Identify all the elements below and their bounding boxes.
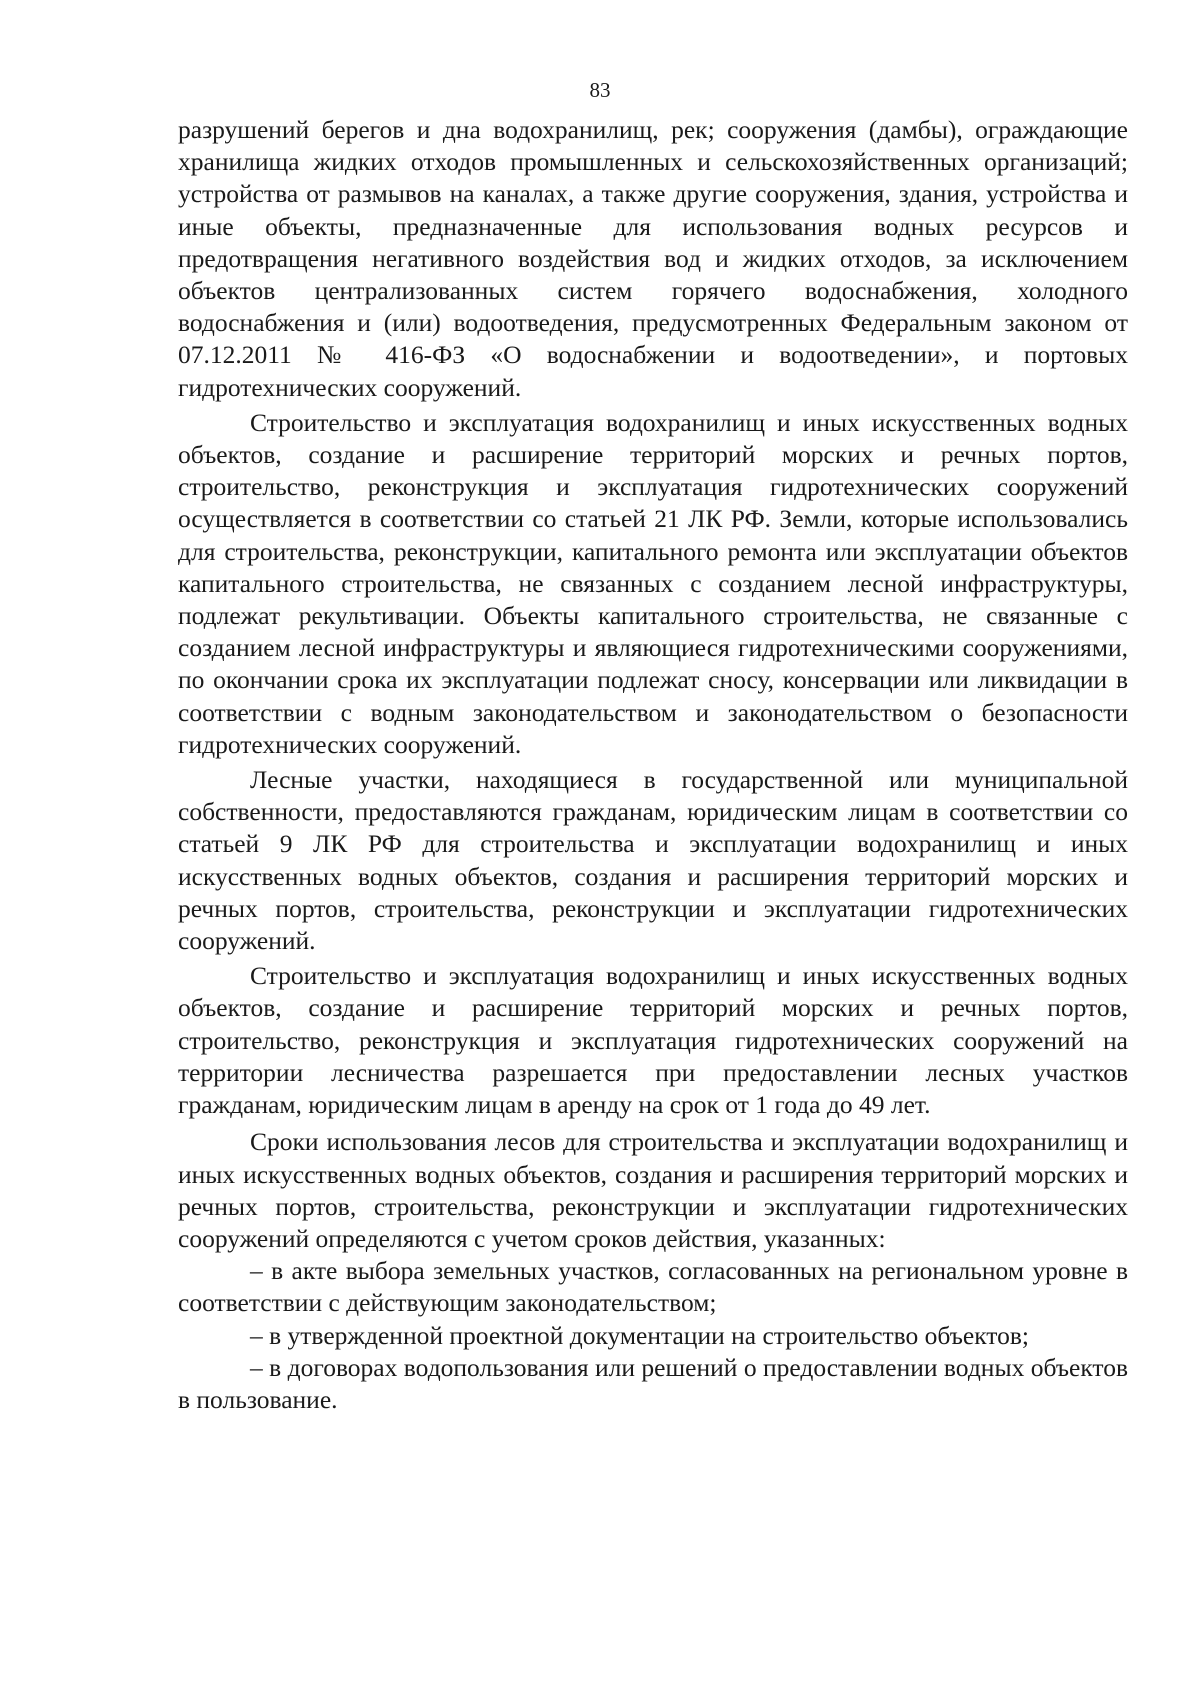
paragraph-continuation: разрушений берегов и дна водохранилищ, рек; сооружения (дамбы), ограждающие хранилища жидких отходов промышленных и сельскохозяйственных организаций; устройства от размывов на каналах, а также другие сооружения, здания, устройства и иные объекты, предназначенные для использования водных ресурсов и предотвращения негативного воздействия вод и жидких отходов, за исключением объектов централизованных систем горячего водоснабжения, холодного водоснабжения и (или) водоотведения, предусмотренных Федеральным законом от 07.12.2011 № 416-ФЗ «О водоснабжении и водоотведении», и портовых гидротехнических сооружений. [178,115,1128,402]
paragraph-lease-terms: Строительство и эксплуатация водохранилищ и иных искусственных водных объектов, создание и расширение территорий морских и речных портов, строительство, реконструкция и эксплуатация гидротехнических сооружений на территории лесничества разрешается при предоставлении лесных участков гражданам, юридическим лицам в аренду на срок от 1 года до 49 лет. [178,961,1128,1120]
list-item-project-documentation: – в утвержденной проектной документации на строительство объектов; [250,1320,1029,1350]
paragraph-usage-periods: Сроки использования лесов для строительства и эксплуатации водохранилищ и иных искусственных водных объектов, создания и расширения территорий морских и речных портов, строительства, реконструкции и эксплуатации гидротехнических сооружений определяются с учетом сроков действия, указанных: [178,1127,1128,1253]
paragraph-construction-operation: Строительство и эксплуатация водохранилищ и иных искусственных водных объектов, создание и расширение территорий морских и речных портов, строительство, реконструкция и эксплуатация гидротехнических сооружений осуществляется в соответствии со статьей 21 ЛК РФ. Земли, которые использовались для строительства, реконструкции, капитального ремонта или эксплуатации объектов капитального строительства, не связанных с созданием лесной инфраструктуры, подлежат рекультивации. Объекты капитального строительства, не связанные с созданием лесной инфраструктуры и являющиеся гидротехническими сооружениями, по окончании срока их эксплуатации подлежат сносу, консервации или ликвидации в соответствии с водным законодательством и законодательством о безопасности гидротехнических сооружений. [178,407,1128,759]
paragraph-forest-plots-provision: Лесные участки, находящиеся в государственной или муниципальной собственности, предоставляются гражданам, юридическим лицам в соответствии со статьей 9 ЛК РФ для строительства и эксплуатации водохранилищ и иных искусственных водных объектов, создания и расширения территорий морских и речных портов, строительства, реконструкции и эксплуатации гидротехнических сооружений. [178,765,1128,956]
list-item-water-use-agreements: – в договорах водопользования или решений о предоставлении водных объектов в пользование. [178,1352,1128,1414]
page-number: 83 [589,78,611,102]
document-body [178,114,1128,1416]
list-item-land-selection-act: – в акте выбора земельных участков, согласованных на региональном уровне в соответствии с действующим законодательством; [178,1256,1128,1318]
